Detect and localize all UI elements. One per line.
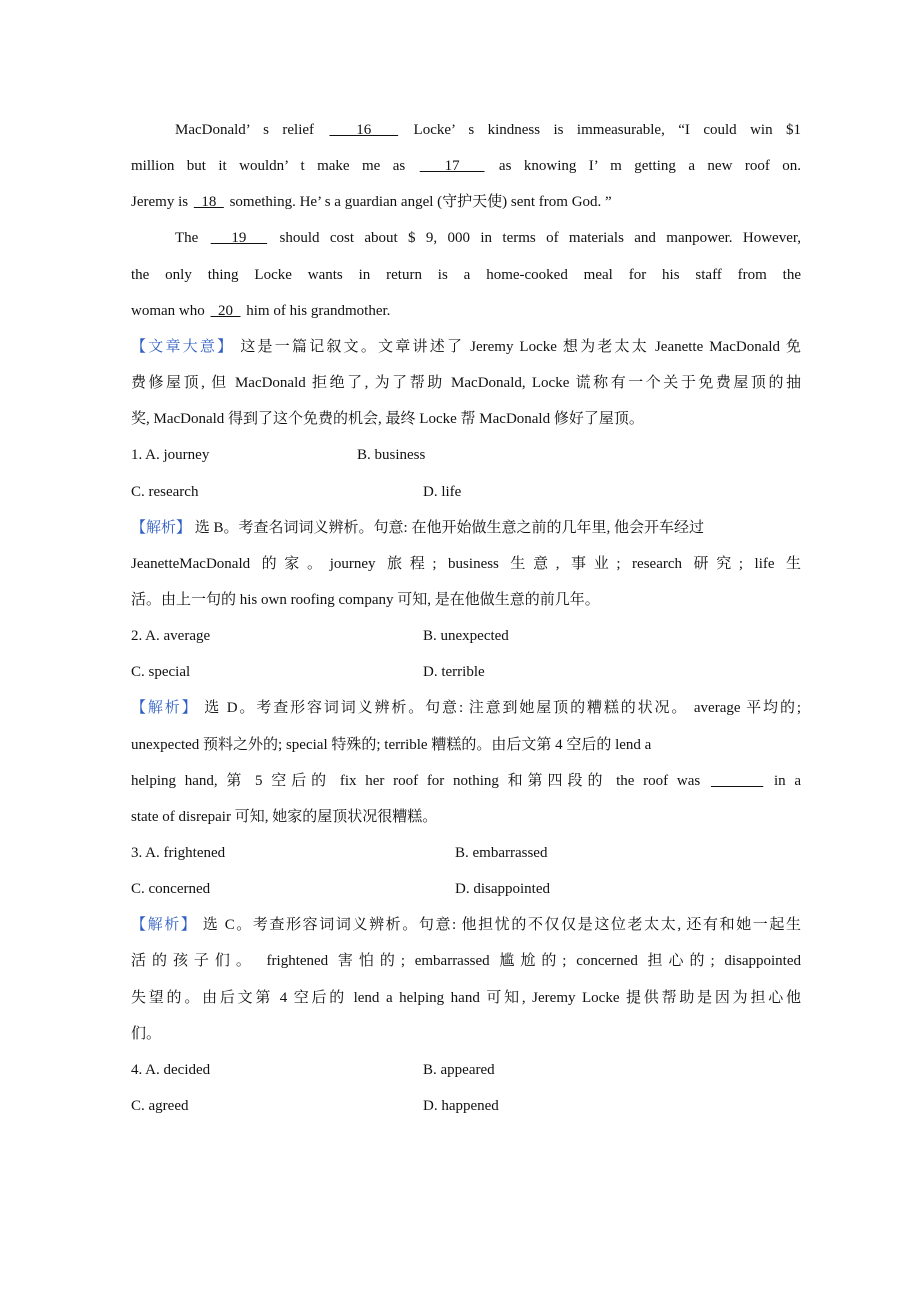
passage-line: [175, 226, 801, 250]
text-segment: 们。: [131, 1025, 162, 1042]
text-segment: him of his grandmother.: [246, 302, 391, 319]
analysis-line: [131, 913, 801, 937]
text-segment: 奖, MacDonald 得到了这个免费的机会, 最终 Locke 帮 MacDonald 修好了屋顶。: [131, 411, 644, 428]
section-label: 【解析】: [131, 519, 192, 536]
text-segment: 活。由上一句的 his own roofing company 可知, 是在他做生意的前几年。: [131, 591, 600, 608]
text-segment: Jeremy is: [131, 194, 192, 211]
text-segment: MacDonald’ s relief: [175, 122, 328, 138]
summary-line: [131, 335, 801, 359]
analysis-line: [131, 588, 801, 612]
analysis-line: [131, 805, 801, 829]
summary-line: [131, 371, 801, 395]
option-a: 4. A. decided: [131, 1061, 211, 1078]
text-segment: unexpected 预料之外的; special 特殊的; terrible 糟糕的。由后文第 4 空后的 lend a: [131, 736, 652, 753]
text-segment: 费修屋顶, 但 MacDonald 拒绝了, 为了帮助 MacDonald, Locke 谎称有一个关于免费屋顶的抽: [131, 375, 801, 392]
section-label: 【解析】: [131, 917, 198, 934]
text-segment: 选 D。考查形容词词义辨析。句意: 注意到她屋顶的糟糕的状况。 average 平均的;: [204, 700, 801, 717]
analysis-line: [131, 696, 801, 720]
option-b: B. unexpected: [423, 628, 509, 645]
option-c: C. agreed: [131, 1098, 189, 1115]
option-d: D. happened: [423, 1098, 499, 1115]
answer-blank: 19: [210, 230, 268, 247]
analysis-line: [131, 769, 801, 793]
text-segment: helping hand, 第 5 空后的 fix her roof for nothing 和第四段的 the roof was: [131, 772, 709, 789]
option-b: B. embarrassed: [455, 845, 548, 861]
option-c: C. concerned: [131, 881, 211, 898]
text-segment: Locke’ s kindness is immeasurable, “I could win $1: [413, 122, 801, 138]
option-b: B. business: [357, 447, 426, 464]
section-label: 【解析】: [131, 700, 199, 717]
analysis-line: [131, 949, 801, 973]
option-a: 1. A. journey: [131, 447, 210, 464]
passage-line: [175, 118, 801, 142]
summary-line: [131, 407, 801, 431]
section-label: 【文章大意】: [131, 338, 235, 355]
passage-line: [131, 263, 801, 287]
option-a: 3. A. frightened: [131, 845, 226, 861]
text-segment: The: [175, 230, 209, 247]
answer-blank: 17: [419, 158, 485, 175]
passage-line: [131, 190, 801, 214]
text-segment: million but it wouldn’ t make me as: [131, 158, 418, 175]
text-segment: 选 B。考查名词词义辨析。句意: 在他开始做生意之前的几年里, 他会开车经过: [194, 519, 704, 536]
option-d: D. terrible: [423, 664, 485, 681]
option-c: C. research: [131, 483, 199, 500]
option-d: D. disappointed: [455, 881, 550, 898]
answer-blank: 18: [193, 194, 224, 211]
option-a: 2. A. average: [131, 628, 211, 645]
text-segment: woman who: [131, 302, 209, 319]
text-segment: in a: [773, 772, 801, 789]
analysis-line: [131, 986, 801, 1010]
option-d: D. life: [423, 483, 462, 500]
analysis-line: [131, 516, 801, 540]
text-segment: as knowing I’ m getting a new roof on.: [498, 158, 802, 175]
text-segment: the only thing Locke wants in return is a home-cooked meal for his staff from the: [131, 266, 801, 283]
passage-line: [131, 299, 801, 323]
text-segment: should cost about $ 9, 000 in terms of materials and manpower. However,: [279, 230, 801, 247]
answer-blank: 16: [329, 122, 399, 138]
text-segment: something. He’ s a guardian angel (守护天使) sent from God. ”: [229, 194, 612, 211]
passage-line: [131, 154, 801, 178]
text-segment: JeanetteMacDonald 的家。journey 旅程; business 生意, 事业; research 研究; life 生: [131, 555, 801, 572]
analysis-line: [131, 552, 801, 576]
analysis-line: [131, 733, 801, 757]
option-c: C. special: [131, 664, 191, 681]
text-segment: 失望的。由后文第 4 空后的 lend a helping hand 可知, Jeremy Locke 提供帮助是因为担心他: [131, 989, 801, 1006]
text-segment: 活的孩子们。 frightened 害怕的; embarrassed 尴尬的; concerned 担心的; disappointed: [131, 953, 801, 970]
option-b: B. appeared: [423, 1061, 495, 1078]
text-segment: 选 C。考查形容词词义辨析。句意: 他担忧的不仅仅是这位老太太, 还有和她一起生: [202, 917, 801, 934]
text-segment: state of disrepair 可知, 她家的屋顶状况很糟糕。: [131, 808, 438, 825]
analysis-line: [131, 1022, 801, 1046]
answer-blank: 20: [210, 302, 241, 319]
answer-blank: [709, 773, 765, 789]
text-segment: 这是一篇记叙文。文章讲述了 Jeremy Locke 想为老太太 Jeanette MacDonald 免: [240, 338, 801, 355]
